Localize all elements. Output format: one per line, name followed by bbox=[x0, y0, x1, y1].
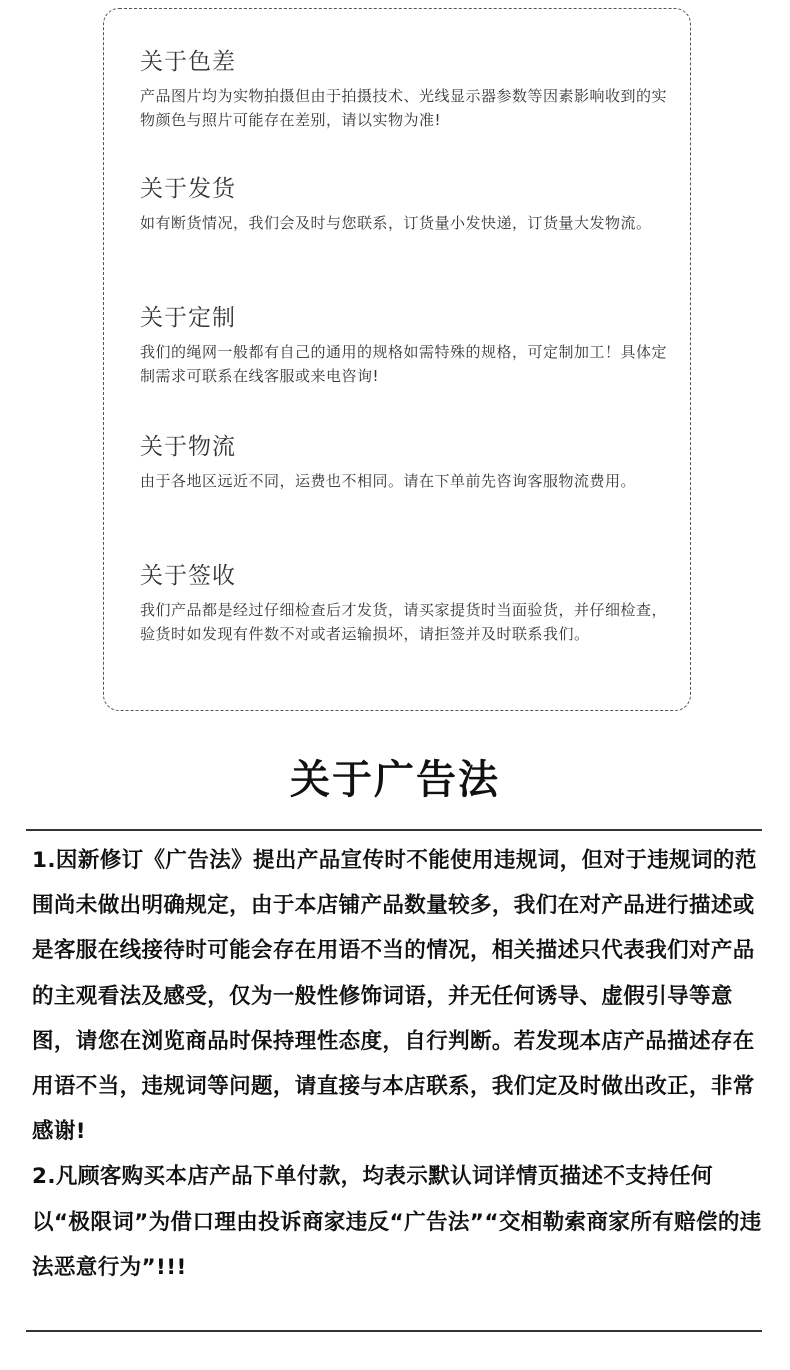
section-title: 关于定制 bbox=[140, 305, 236, 331]
section-color-difference bbox=[140, 47, 670, 132]
section-title: 关于色差 bbox=[140, 49, 236, 75]
section-shipping bbox=[140, 174, 670, 235]
section-logistics bbox=[140, 432, 670, 493]
section-body: 我们产品都是经过仔细检查后才发货，请买家提货时当面验货，并仔细检查，验货时如发现有件数不对或者运输损坏，请拒签并及时联系我们。 bbox=[140, 601, 668, 643]
section-body: 我们的绳网一般都有自己的通用的规格如需特殊的规格，可定制加工！具体定制需求可联系在线客服或来电咨询! bbox=[140, 343, 668, 385]
notice-box bbox=[103, 8, 691, 711]
section-body: 由于各地区远近不同，运费也不相同。请在下单前先咨询客服物流费用。 bbox=[140, 472, 637, 490]
top-divider bbox=[26, 829, 762, 831]
ad-law-paragraph-2: 2.凡顾客购买本店产品下单付款，均表示默认词详情页描述不支持任何以“极限词”为借口理由投诉商家违反“广告法”“交相勒索商家所有赔偿的违法恶意行为”!!! bbox=[32, 1164, 762, 1280]
section-body: 如有断货情况，我们会及时与您联系，订货量小发快递，订货量大发物流。 bbox=[140, 214, 652, 232]
bottom-divider bbox=[26, 1330, 762, 1332]
ad-law-statement bbox=[32, 838, 762, 1290]
section-title: 关于物流 bbox=[140, 434, 236, 460]
section-customization bbox=[140, 303, 670, 388]
section-body: 产品图片均为实物拍摄但由于拍摄技术、光线显示器参数等因素影响收到的实物颜色与照片可能存在差别，请以实物为准! bbox=[140, 87, 668, 129]
section-title: 关于发货 bbox=[140, 176, 236, 202]
section-receipt bbox=[140, 561, 670, 646]
ad-law-heading: 关于广告法 bbox=[290, 757, 500, 803]
section-title: 关于签收 bbox=[140, 563, 236, 589]
ad-law-paragraph-1: 1.因新修订《广告法》提出产品宣传时不能使用违规词，但对于违规词的范围尚未做出明确规定，由于本店铺产品数量较多，我们在对产品进行描述或是客服在线接待时可能会存在用语不当的情况，相关描述只代表我们对产品的主观看法及感受，仅为一般性修饰词语，并无任何诱导、虚假引导等意图，请您在浏览商品时保持理性态度，自行判断。若发现本店产品描述存在用语不当，违规词等问题，请直接与本店联系，我们定及时做出改正，非常感谢! bbox=[32, 848, 757, 1145]
